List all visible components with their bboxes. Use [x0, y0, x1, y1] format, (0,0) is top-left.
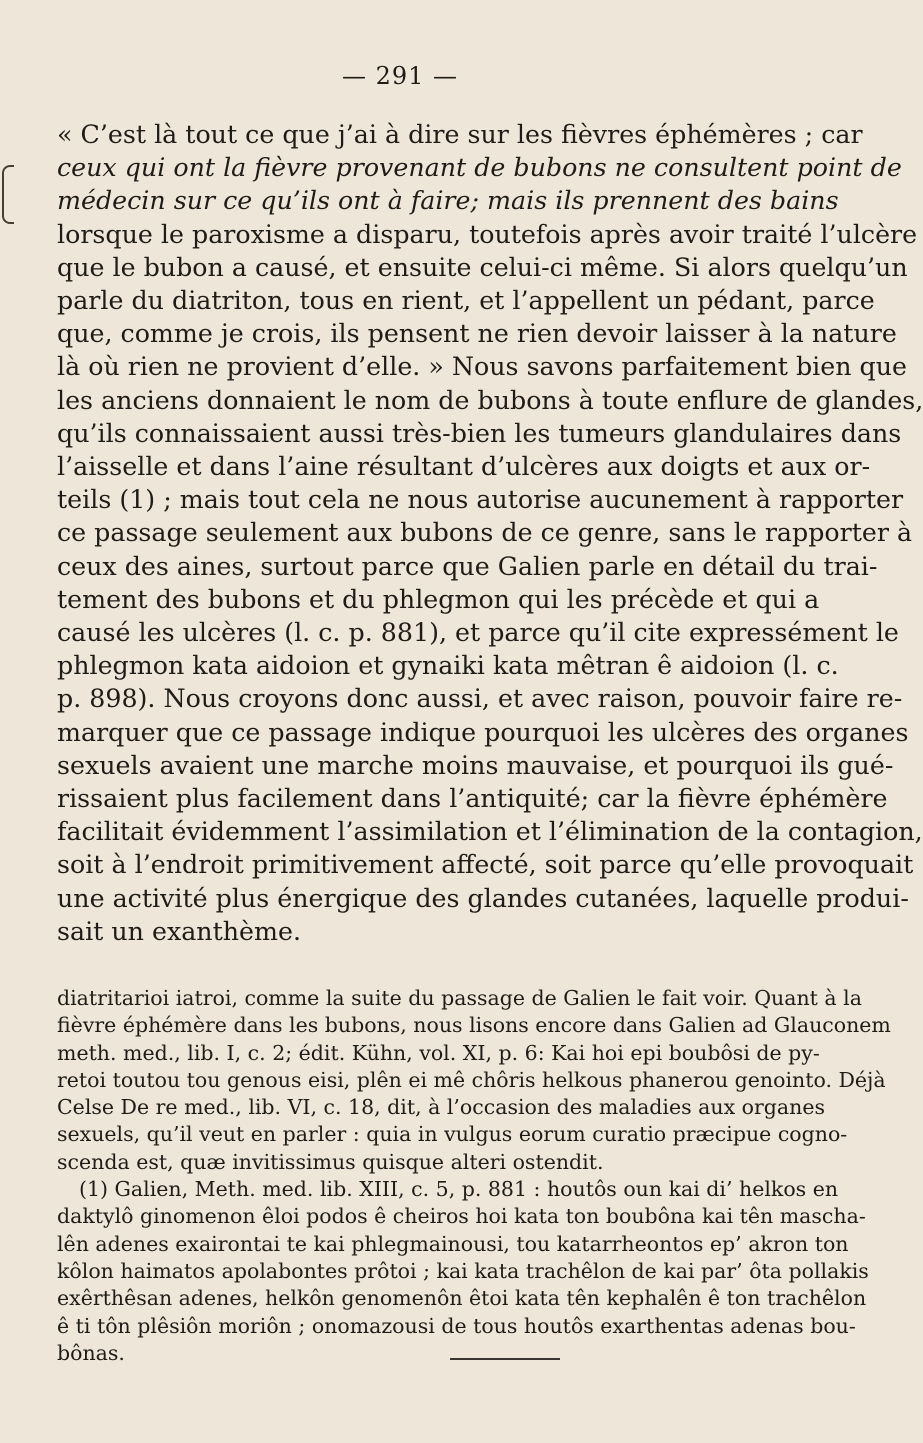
text-line: rissaient plus facilement dans l’antiquité; car la fièvre éphémère — [57, 784, 888, 814]
note-line: scenda est, quæ invitissimus quisque alteri ostendit. — [57, 1149, 604, 1174]
text-line: marquer que ce passage indique pourquoi les ulcères des organes — [57, 717, 909, 747]
text-line: teils (1) ; mais tout cela ne nous autorise aucunement à rapporter — [57, 485, 904, 515]
note-line: ê ti tôn plêsiôn moriôn ; onomazousi de tous houtôs exarthentas adenas bou- — [57, 1313, 856, 1338]
note-line: exêrthêsan adenes, helkôn genomenôn êtoi kata tên kephalên ê ton trachêlon — [57, 1286, 867, 1311]
text-line: là où rien ne provient d’elle. » Nous savons parfaitement bien que — [57, 352, 908, 382]
text-line: ceux des aines, surtout parce que Galien parle en détail du trai- — [57, 551, 878, 581]
text-line: une activité plus énergique des glandes cutanées, laquelle produi- — [57, 883, 909, 913]
text-line: phlegmon kata aidoion et gynaiki kata mêtran ê aidoion (l. c. — [57, 651, 839, 681]
text-line: parle du diatriton, tous en rient, et l’appellent un pédant, parce — [57, 286, 875, 316]
text-line: qu’ils connaissaient aussi très-bien les tumeurs glandulaires dans — [57, 418, 902, 448]
note-line: fièvre éphémère dans les bubons, nous lisons encore dans Galien ad Glauconem — [57, 1013, 891, 1038]
footnotes — [57, 985, 891, 1367]
text-line: tement des bubons et du phlegmon qui les précède et qui a — [57, 584, 820, 614]
text-line: les anciens donnaient le nom de bubons à toute enflure de glandes, — [57, 385, 923, 415]
text-line: ceux qui ont la fièvre provenant de bubons ne consultent point de — [57, 153, 902, 183]
text-line: « C’est là tout ce que j’ai à dire sur les fièvres éphémères ; car — [57, 120, 863, 149]
text-line: p. 898). Nous croyons donc aussi, et avec raison, pouvoir faire re- — [57, 684, 903, 714]
note-line: bônas. — [57, 1340, 125, 1365]
note-line: Celse De re med., lib. VI, c. 18, dit, à l’occasion des maladies aux organes — [57, 1095, 825, 1120]
text-line: ce passage seulement aux bubons de ce genre, sans le rapporter à — [57, 518, 913, 548]
text-line: causé les ulcères (l. c. p. 881), et parce qu’il cite expressément le — [57, 618, 899, 648]
note-line: diatritarioi iatroi, comme la suite du passage de Galien le fait voir. Quant à la — [57, 986, 862, 1010]
note-line: retoi toutou tou genous eisi, plên ei mê chôris helkous phanerou genointo. Déjà — [57, 1067, 886, 1092]
text-line: médecin sur ce qu’ils ont à faire; mais ils prennent des bains — [57, 186, 839, 216]
margin-bracket-mark — [2, 165, 14, 224]
text-line: soit à l’endroit primitivement affecté, soit parce qu’elle provoquait — [57, 850, 914, 880]
text-line: sait un exanthème. — [57, 916, 302, 946]
text-line: lorsque le paroxisme a disparu, toutefois après avoir traité l’ulcère — [57, 219, 918, 249]
note-line: lên adenes exairontai te kai phlegmainousi, tou katarrheontos ep’ akron ton — [57, 1231, 849, 1256]
main-text — [57, 118, 923, 948]
note-line: kôlon haimatos apolabontes prôtoi ; kai kata trachêlon de kai par’ ôta pollakis — [57, 1258, 869, 1283]
text-line: facilitait évidemment l’assimilation et l’élimination de la contagion, — [57, 817, 923, 847]
page-number: — 291 — — [341, 62, 459, 90]
text-line: sexuels avaient une marche moins mauvaise, et pourquoi ils gué- — [57, 750, 894, 780]
text-line: l’aisselle et dans l’aine résultant d’ulcères aux doigts et aux or- — [57, 452, 871, 482]
note-line: daktylô ginomenon êloi podos ê cheiros hoi kata ton boubôna kai tên mascha- — [57, 1204, 866, 1229]
text-line: que le bubon a causé, et ensuite celui-ci même. Si alors quelqu’un — [57, 252, 908, 282]
text-line: que, comme je crois, ils pensent ne rien devoir laisser à la nature — [57, 319, 897, 349]
note-line: (1) Galien, Meth. med. lib. XIII, c. 5, p. 881 : houtôs oun kai di’ helkos en — [79, 1177, 839, 1202]
end-rule — [450, 1358, 560, 1360]
note-line: sexuels, qu’il veut en parler : quia in vulgus eorum curatio præcipue cogno- — [57, 1122, 848, 1147]
note-line: meth. med., lib. I, c. 2; édit. Kühn, vol. XI, p. 6: Kai hoi epi boubôsi de py- — [57, 1040, 820, 1065]
